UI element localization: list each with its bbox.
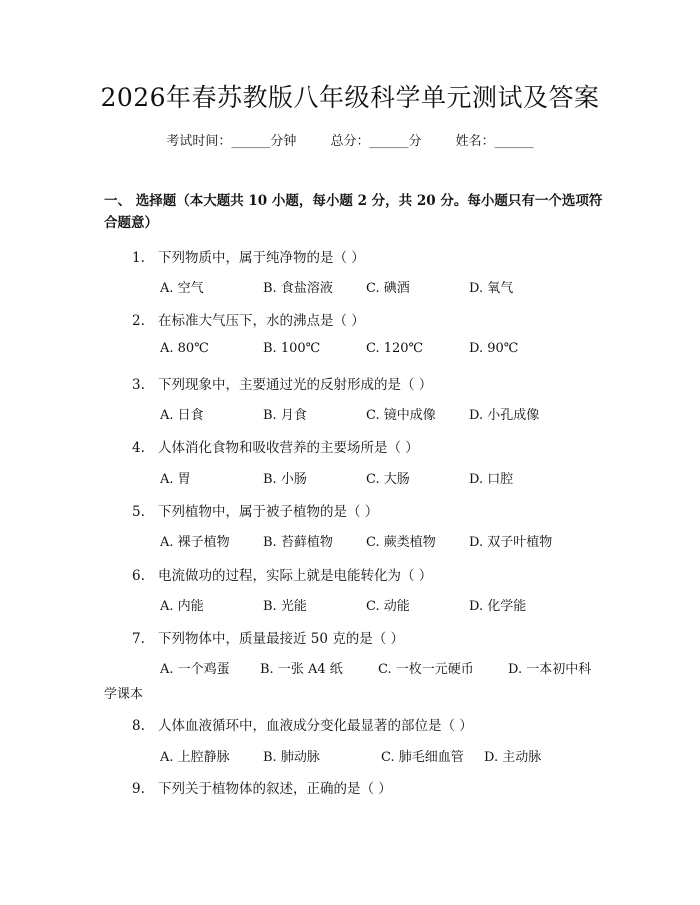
option-b: B. 100℃ — [263, 341, 321, 356]
question-number: 7. — [132, 631, 145, 647]
question-text: 下列物质中，属于纯净物的是（ ） — [158, 250, 365, 266]
options-7 — [160, 658, 591, 677]
option-a: A. 胃 — [160, 472, 191, 487]
option-b: B. 一张 A4 纸 — [260, 662, 343, 677]
option-a: A. 空气 — [160, 281, 204, 296]
question-5 — [132, 500, 378, 520]
option-d: D. 主动脉 — [484, 750, 542, 765]
question-1 — [132, 246, 365, 266]
options-2 — [160, 341, 518, 356]
question-8 — [132, 714, 473, 734]
question-9 — [132, 777, 392, 797]
question-number: 9. — [132, 781, 145, 797]
question-number: 5. — [132, 504, 145, 520]
option-b: B. 苔藓植物 — [263, 535, 333, 550]
question-number: 4. — [132, 440, 145, 456]
option-b: B. 肺动脉 — [263, 750, 320, 765]
section-heading: 一、 选择题（本大题共 10 小题，每小题 2 分，共 20 分。每小题只有一个选项符合题意） — [104, 193, 603, 231]
option-b: B. 月食 — [263, 408, 307, 423]
options-5 — [160, 531, 552, 550]
question-6 — [132, 564, 432, 584]
question-text: 下列关于植物体的叙述，正确的是（ ） — [158, 781, 392, 797]
option-c: C. 肺毛细血管 — [381, 750, 464, 765]
option-d: D. 口腔 — [469, 472, 514, 487]
question-text: 人体血液循环中，血液成分变化最显著的部位是（ ） — [158, 718, 473, 734]
page-title: 2026年春苏教版八年级科学单元测试及答案 — [100, 83, 600, 112]
question-number: 8. — [132, 718, 145, 734]
options-1 — [160, 277, 513, 296]
question-7 — [132, 627, 404, 647]
total-score-label: 总分：______分 — [330, 134, 422, 149]
option-d: D. 90℃ — [469, 341, 519, 356]
option-d-continuation: 学课本 — [104, 687, 144, 702]
option-b: B. 小肠 — [263, 472, 307, 487]
option-a: A. 裸子植物 — [160, 535, 230, 550]
option-a: A. 内能 — [160, 599, 204, 614]
option-d: D. 一本初中科 — [508, 662, 592, 677]
question-3 — [132, 373, 432, 393]
exam-time-label: 考试时间：______分钟 — [166, 134, 297, 149]
options-6 — [160, 595, 526, 614]
option-c: C. 碘酒 — [366, 281, 410, 296]
options-3 — [160, 404, 539, 423]
name-label: 姓名：______ — [455, 134, 534, 149]
question-number: 3. — [132, 377, 145, 393]
option-a: A. 日食 — [160, 408, 204, 423]
options-8 — [160, 746, 541, 765]
option-c: C. 镜中成像 — [366, 408, 436, 423]
question-text: 下列植物中，属于被子植物的是（ ） — [158, 504, 379, 520]
option-b: B. 光能 — [263, 599, 307, 614]
option-a: A. 80℃ — [160, 341, 209, 356]
question-text: 下列现象中，主要通过光的反射形成的是（ ） — [158, 377, 433, 393]
question-text: 人体消化食物和吸收营养的主要场所是（ ） — [158, 440, 419, 456]
option-c: C. 一枚一元硬币 — [378, 662, 474, 677]
option-a: A. 一个鸡蛋 — [160, 662, 230, 677]
option-c: C. 蕨类植物 — [366, 535, 436, 550]
question-number: 6. — [132, 568, 145, 584]
option-c: C. 大肠 — [366, 472, 410, 487]
question-text: 电流做功的过程，实际上就是电能转化为（ ） — [158, 568, 433, 584]
exam-info — [0, 130, 700, 149]
option-d: D. 小孔成像 — [469, 408, 540, 423]
question-text: 在标准大气压下，水的沸点是（ ） — [158, 313, 365, 329]
option-d: D. 氧气 — [469, 281, 514, 296]
option-a: A. 上腔静脉 — [160, 750, 230, 765]
option-c: C. 动能 — [366, 599, 410, 614]
option-b: B. 食盐溶液 — [263, 281, 333, 296]
question-text: 下列物体中，质量最接近 50 克的是（ ） — [158, 631, 405, 647]
question-number: 2. — [132, 313, 145, 329]
option-c: C. 120℃ — [366, 341, 424, 356]
question-number: 1. — [132, 250, 145, 266]
option-d: D. 化学能 — [469, 599, 527, 614]
question-2 — [132, 309, 365, 329]
question-4 — [132, 436, 419, 456]
option-d: D. 双子叶植物 — [469, 535, 553, 550]
options-4 — [160, 468, 513, 487]
